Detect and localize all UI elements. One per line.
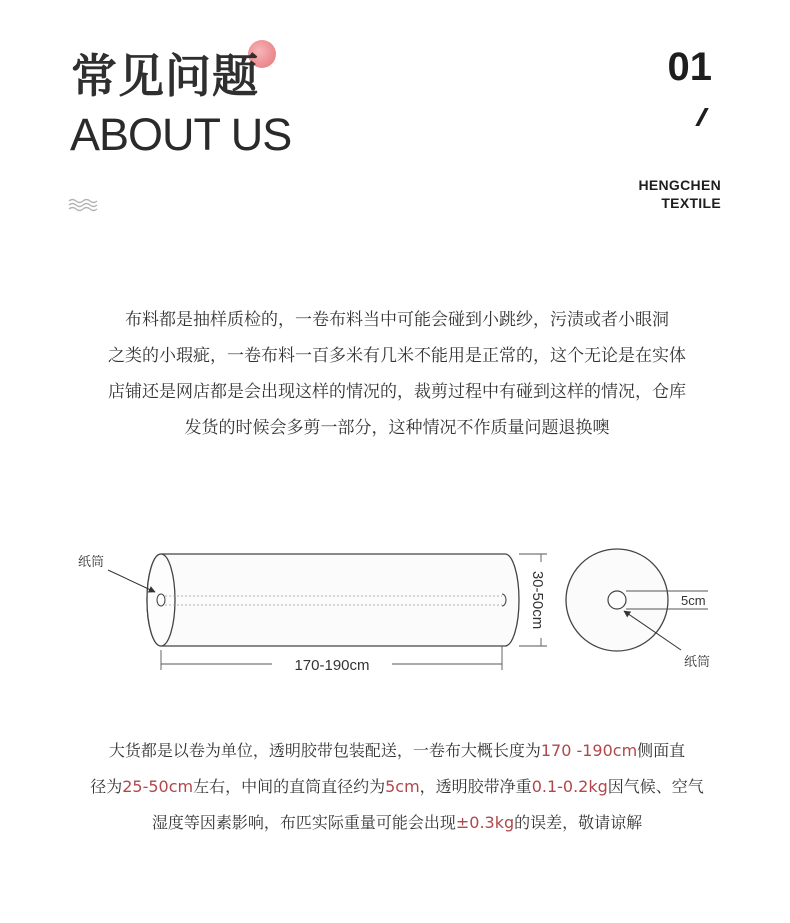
- shipping-line-1: 大货都是以卷为单位，透明胶带包装配送，一卷布大概长度为170 -190cm侧面直: [108, 741, 686, 760]
- tube-end-view: [608, 591, 626, 609]
- intro-line: 之类的小瑕疵，一卷布料一百多米有几米不能用是正常的，这个无论是在实体: [108, 346, 686, 366]
- label-tube-left: 纸筒: [78, 555, 105, 570]
- brand-name: [638, 176, 721, 212]
- shipping-paragraph: [58, 733, 736, 841]
- tube-end-left: [157, 594, 165, 606]
- tube-highlight: 5cm: [385, 777, 420, 796]
- shipping-line-3: 湿度等因素影响，布匹实际重量可能会出现±0.3kg的误差，敬请谅解: [151, 813, 643, 832]
- slash-mark: [695, 108, 709, 126]
- label-tube-right: 纸筒: [684, 655, 711, 670]
- intro-line: 发货的时候会多剪一部分，这种情况不作质量问题退换噢: [184, 418, 610, 438]
- page-number: 01: [667, 45, 712, 89]
- length-label: 170-190cm: [294, 657, 370, 674]
- page-title-en: ABOUT US: [70, 109, 292, 160]
- shipping-line-2: 径为25-50cm左右，中间的直筒直径约为5cm，透明胶带净重0.1-0.2kg因气候、空气: [90, 777, 704, 796]
- length-highlight: 170 -190cm: [540, 741, 638, 760]
- wave-icon: [68, 198, 98, 212]
- page-title-cn: 常见问题: [71, 49, 259, 103]
- weight-error-highlight: ±0.3kg: [455, 813, 515, 832]
- roll-diagram: [0, 530, 790, 680]
- intro-line: 布料都是抽样质检的，一卷布料当中可能会碰到小跳纱，污渍或者小眼洞: [125, 310, 669, 330]
- diameter-label: 30-50cm: [529, 570, 546, 630]
- intro-paragraph: [58, 302, 736, 446]
- brand-line-2: TEXTILE: [661, 195, 721, 211]
- intro-line: 店铺还是网店都是会出现这样的情况的，裁剪过程中有碰到这样的情况，仓库: [108, 382, 686, 402]
- diameter-highlight: 25-50cm: [122, 777, 194, 796]
- roll-body: [147, 554, 519, 646]
- brand-line-1: HENGCHEN: [638, 177, 721, 193]
- tape-weight-highlight: 0.1-0.2kg: [531, 777, 608, 796]
- inner-diameter-label: 5cm: [681, 593, 706, 608]
